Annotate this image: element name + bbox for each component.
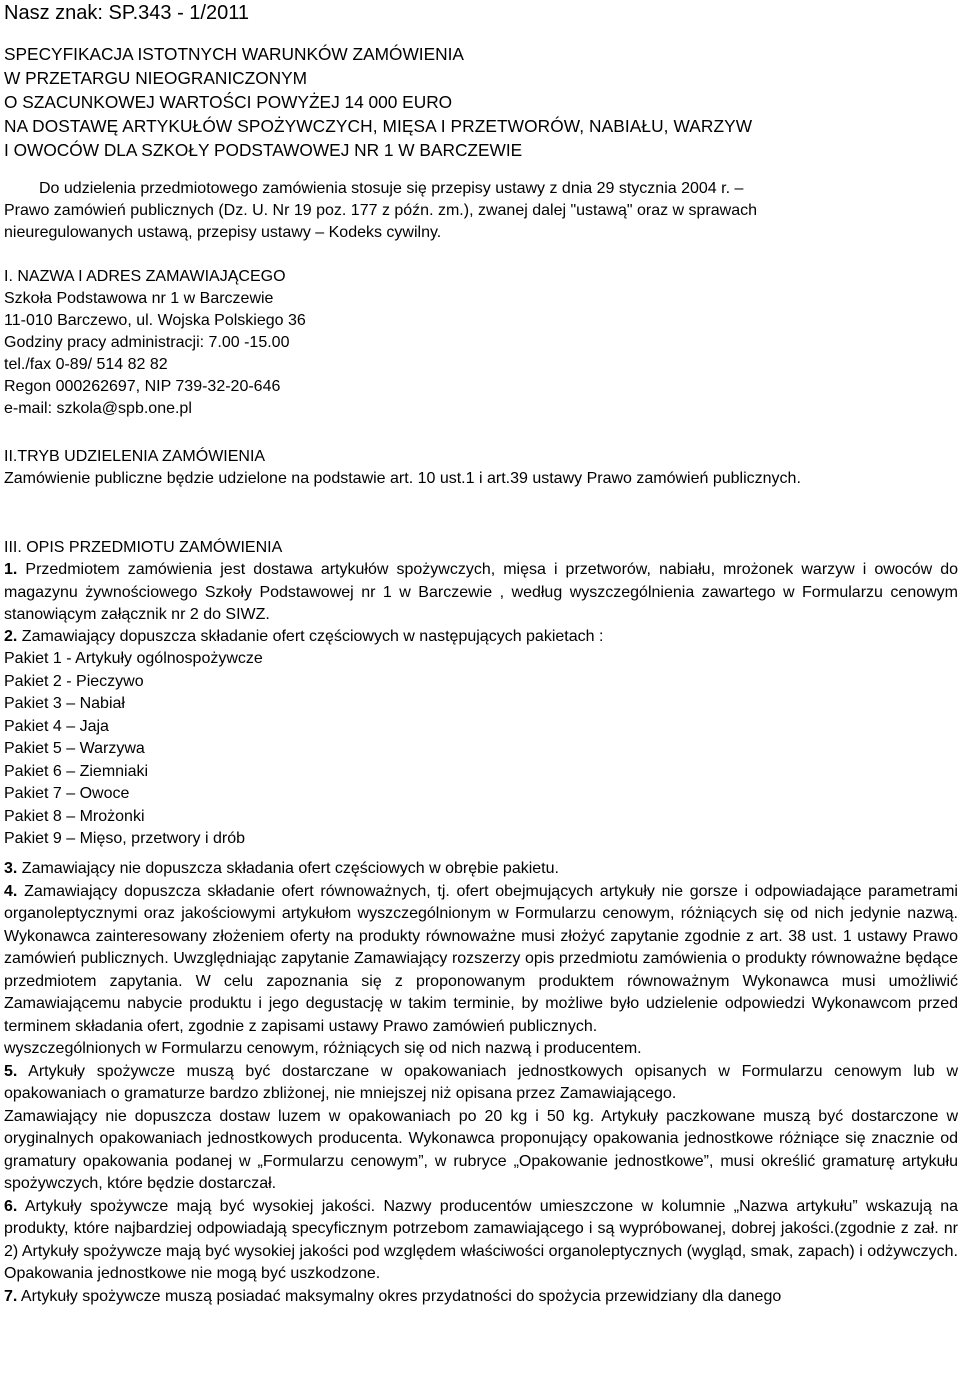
intro-line: Do udzielenia przedmiotowego zamówienia stosuje się przepisy ustawy z dnia 29 stycznia 2004 r. – — [39, 180, 744, 197]
section-2-heading: II.TRYB UDZIELENIA ZAMÓWIENIA — [4, 448, 266, 465]
point-number: 2. — [4, 628, 18, 646]
address-line: Godziny pracy administracji: 7.00 -15.00 — [4, 334, 290, 351]
intro-line: nieuregulowanych ustawą, przepisy ustawy – Kodeks cywilny. — [4, 224, 442, 241]
package-item: Pakiet 5 – Warzywa — [4, 740, 145, 758]
point-text: Artykuły spożywcze mają być wysokiej jakości. Nazwy producentów umieszczone w kolumnie „Nazwa artykułu” wskazują na produkty, które najbardziej odpowiadają specyficznym potrzebom zamawiającego i są wypróbowanej, dobrej jakości.(zgodnie z zał. nr 2) Artykuły spożywcze mają być wysokiej jakości pod względem właściwości organoleptycznych (wygląd, smak, zapach) i odżywczych. Opakowania jednostkowe nie mogą być uszkodzone. — [4, 1197, 959, 1282]
package-item: Pakiet 6 – Ziemniaki — [4, 762, 149, 780]
section-1-heading: I. NAZWA I ADRES ZAMAWIAJĄCEGO — [4, 268, 286, 285]
section-2 — [4, 446, 958, 490]
point-4-continued: wyszczególnionych w Formularzu cenowym, różniących się od nich nazwą i producentem. — [4, 1040, 642, 1057]
section-3-continued — [4, 858, 958, 1308]
point-3 — [4, 858, 958, 881]
point-text: Przedmiotem zamówienia jest dostawa artykułów spożywczych, mięsa i przetworów, nabiału, mrożonek warzyw i owoców do magazynu żywnościowego Szkoły Podstawowej nr 1 w Barczewie , według wyszczególnienia zawartego w Formularzu cenowym stanowiącym załącznik nr 2 do SIWZ. — [4, 561, 959, 623]
point-number: 1. — [4, 561, 18, 579]
package-item: Pakiet 9 – Mięso, przetwory i drób — [4, 830, 245, 848]
reference-number: Nasz znak: SP.343 - 1/2011 — [4, 2, 249, 24]
package-item: Pakiet 1 - Artykuły ogólnospożywcze — [4, 650, 263, 668]
section-3 — [4, 537, 958, 851]
intro-paragraph — [4, 178, 936, 244]
point-2 — [4, 626, 958, 648]
point-5 — [4, 1061, 958, 1106]
package-item: Pakiet 7 – Owoce — [4, 785, 130, 803]
address-line: Regon 000262697, NIP 739-32-20-646 — [4, 378, 281, 395]
section-1 — [4, 266, 958, 420]
package-item: Pakiet 2 - Pieczywo — [4, 672, 144, 690]
address-line: 11-010 Barczewo, ul. Wojska Polskiego 36 — [4, 312, 306, 329]
point-1 — [4, 559, 958, 626]
point-text: Zamawiający nie dopuszcza składania ofert częściowych w obrębie pakietu. — [21, 860, 559, 877]
point-text: Artykuły spożywcze muszą być dostarczane w opakowaniach jednostkowych opisanych w Formularzu cenowym lub w opakowaniach o gramaturze bardzo zbliżonej, nie mniejszej niż opisana przez Zamawiającego. — [4, 1062, 958, 1102]
point-number: 4. — [4, 882, 18, 900]
point-7 — [4, 1286, 958, 1309]
section-2-text: Zamówienie publiczne będzie udzielone na podstawie art. 10 ust.1 i art.39 ustawy Prawo zamówień publicznych. — [4, 470, 801, 487]
address-line: Szkoła Podstawowa nr 1 w Barczewie — [4, 290, 274, 307]
point-text: Artykuły spożywcze muszą posiadać maksymalny okres przydatności do spożycia przewidziany dla danego — [20, 1287, 782, 1305]
title-line: O SZACUNKOWEJ WARTOŚCI POWYŻEJ 14 000 EURO — [4, 92, 453, 112]
package-item: Pakiet 8 – Mrożonki — [4, 807, 145, 825]
title-line: I OWOCÓW DLA SZKOŁY PODSTAWOWEJ NR 1 W BARCZEWIE — [4, 140, 523, 160]
title-line: NA DOSTAWĘ ARTYKUŁÓW SPOŻYWCZYCH, MIĘSA I PRZETWORÓW, NABIAŁU, WARZYW — [4, 116, 753, 136]
point-number: 6. — [4, 1197, 18, 1215]
point-text: Zamawiający dopuszcza składanie ofert równoważnych, tj. ofert obejmujących artykuły nie gorsze i odpowiadające parametrami organoleptycznymi oraz jakościowymi artykułom wyszczególnionym w Formularzu cenowym, różniących się od nich jedynie nazwą. Wykonawca zainteresowany złożeniem oferty na produkty równoważne musi złożyć zapytanie zgodnie z art. 38 ust. 1 ustawy Prawo zamówień publicznych. Uwzględniając zapytanie Zamawiający rozszerzy opis przedmiotu zamówienia o produkty równoważne będące przedmiotem zapytania. W celu zapoznania się z proponowanym produktem równoważnym Wykonawca musi umożliwić Zamawiającemu nabycie produktu i jego degustację w takim terminie, by możliwe było udzielenie odpowiedzi Wykonawcom przed terminem składania ofert, zgodnie z zapisami ustawy Prawo zamówień publicznych. — [4, 882, 958, 1035]
address-line: tel./fax 0-89/ 514 82 82 — [4, 356, 168, 373]
point-number: 5. — [4, 1062, 18, 1080]
point-4 — [4, 881, 958, 1039]
point-number: 3. — [4, 860, 18, 877]
title-line: SPECYFIKACJA ISTOTNYCH WARUNKÓW ZAMÓWIENIA — [4, 44, 464, 64]
email-line: e-mail: szkola@spb.one.pl — [4, 400, 192, 417]
point-number: 7. — [4, 1287, 18, 1305]
point-6 — [4, 1196, 958, 1286]
point-text: Zamawiający dopuszcza składanie ofert częściowych w następujących pakietach : — [21, 628, 604, 646]
package-item: Pakiet 4 – Jaja — [4, 717, 109, 735]
point-5-continued: Zamawiający nie dopuszcza dostaw luzem w opakowaniach po 20 kg i 50 kg. Artykuły paczkowane muszą być dostarczone w oryginalnych opakowaniach jednostkowych producenta. Wykonawca proponujący opakowania jednostkowe różniące się znacznie od gramatury opakowania podanej w „Formularzu cenowym”, w rubryce „Opakowanie jednostkowe”, musi określić gramaturę artykułu spożywczych, które będzie dostarczał. — [4, 1107, 958, 1192]
section-3-heading: III. OPIS PRZEDMIOTU ZAMÓWIENIA — [4, 539, 283, 556]
intro-line: Prawo zamówień publicznych (Dz. U. Nr 19 poz. 177 z późn. zm.), zwanej dalej "ustawą" oraz w sprawach — [4, 202, 758, 219]
package-item: Pakiet 3 – Nabiał — [4, 695, 125, 713]
title-line: W PRZETARGU NIEOGRANICZONYM — [4, 68, 308, 88]
document-title — [4, 42, 752, 162]
